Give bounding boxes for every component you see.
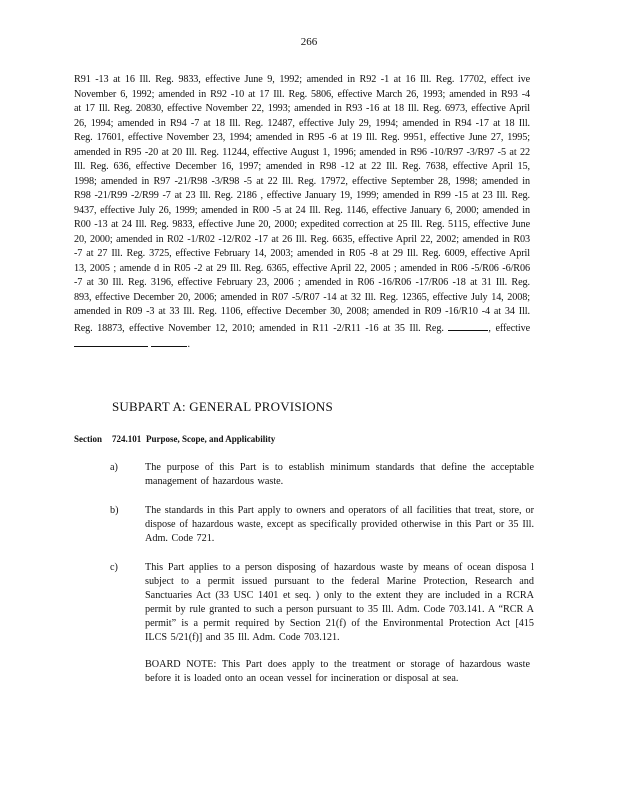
paragraph-letter: c) — [110, 562, 118, 573]
blank-line — [448, 320, 488, 331]
history-text: R91 -13 at 16 Ill. Reg. 9833, effective June 9, 1992; amended in R92 -1 at 16 Ill. Reg. 17702, effect ive November 6, 1992; amended in R92 -10 at 17 Ill. Reg. 5806, effective March 26, 1993; amended in R93 -4 at 17 Ill. Reg. 20830, effective November 22, 1993; amended in R93 -16 at 18 Ill. Reg. 6973, effective April 26, 1994; amended in R94 -7 at 18 Ill. Reg. 12487, effective July 29, 1994; amended in R94 -17 at 18 Ill. Reg. 17601, effective November 23, 1994; amended in R95 -6 at 19 Ill. Reg. 9951, effective June 27, 1995; amended in R95 -20 at 20 Ill. Reg. 11244, effective August 1, 1996; amended in R96 -10/R97 -3/R97 -5 at 22 Ill. Reg. 636, effective December 16, 1997; amended in R98 -12 at 22 Ill. Reg. 7638, effective April 15, 1998; amended in R97 -21/R98 -3/R98 -5 at 22 Ill. Reg. 17972, effective September 28, 1998; amended in R98 -21/R99 -2/R99 -7 at 23 Ill. Reg. 2186 , effective January 19, 1999; amended in R99 -15 at 23 Ill. Reg. 9437, effective July 26, 1999; amended in R00 -5 at 24 Ill. Reg. 1146, effective January 6, 2000; amended in R00 -13 at 24 Ill. Reg. 9833, effective June 20, 2000; expedited correction at 25 Ill. Reg. 5115, effective June 20, 2000; amended in R02 -1/R02 -12/R02 -17 at 26 Ill. Reg. 6635, effective April 22, 2002; amended in R03 -7 at 27 Ill. Reg. 3725, effective February 14, 2003; amended in R05 -8 at 29 Ill. Reg. 6009, effective April 13, 2005 ; amende d in R05 -2 at 29 Ill. Reg. 6365, effective April 22, 2005 ; amended in R06 -5/R06 -6/R06 -7 at 30 Ill. Reg. 3196, effective February 23, 2006 ; amended in R06 -16/R06 -17/R06 -18 at 31 Ill. Reg. 893, effective December 20, 2006; amended in R07 -5/R07 -14 at 32 Ill. Reg. 12365, effective July 14, 2008; amended in R09 -3 at 33 Ill. Reg. 1106, effective December 30, 2008; amended in R09 -16/R10 -4 at 34 Ill. Reg. 18873, effective November 12, 2010; amended in R11 -2/R11 -16 at 35 Ill. Reg. — [74, 74, 530, 334]
paragraph-letter: a) — [110, 462, 118, 473]
paragraph-a — [110, 461, 534, 489]
paragraph-text: The standards in this Part apply to owners and operators of all facilities that treat, store, or dispose of hazardous waste, except as specifically provided otherwise in this Part or 35 Ill. Adm. Code 721. — [145, 505, 534, 544]
section-heading — [74, 434, 275, 444]
blank-line — [151, 336, 187, 347]
history-separator: , — [488, 322, 491, 334]
section-label: Section — [74, 434, 102, 444]
paragraph-text: This Part applies to a person disposing of hazardous waste by means of ocean disposa l subject to a permit issued pursuant to the federal Marine Protection, Research and Sanctuaries Act (33 USC 1401 et seq. ) only to the extent they are included in a RCRA permit by rule granted to such a person pursuant to 35 Ill. Adm. Code 703.141. A “RCR A permit” is a permit required by Section 21(f) of the Environmental Protection Act [415 ILCS 5/21(f)] and 35 Ill. Adm. Code 703.121. — [145, 562, 534, 643]
section-number: 724.101 — [112, 434, 142, 444]
section-title: Purpose, Scope, and Applicability — [146, 434, 276, 444]
paragraph-letter: b) — [110, 505, 119, 516]
paragraph-text: The purpose of this Part is to establish minimum standards that define the acceptable management of hazardous waste. — [145, 462, 534, 487]
paragraph-c — [110, 561, 534, 645]
history-effective: effective — [495, 322, 531, 334]
history-end: . — [187, 339, 190, 350]
page-number: 266 — [300, 36, 318, 48]
subpart-heading: SUBPART A: GENERAL PROVISIONS — [112, 399, 333, 414]
board-note: BOARD NOTE: This Part does apply to the treatment or storage of hazardous waste before it is loaded onto an ocean vessel for incineration or disposal at sea. — [145, 659, 530, 684]
blank-line — [74, 336, 148, 347]
paragraph-b — [110, 504, 534, 546]
source-history — [74, 73, 530, 353]
